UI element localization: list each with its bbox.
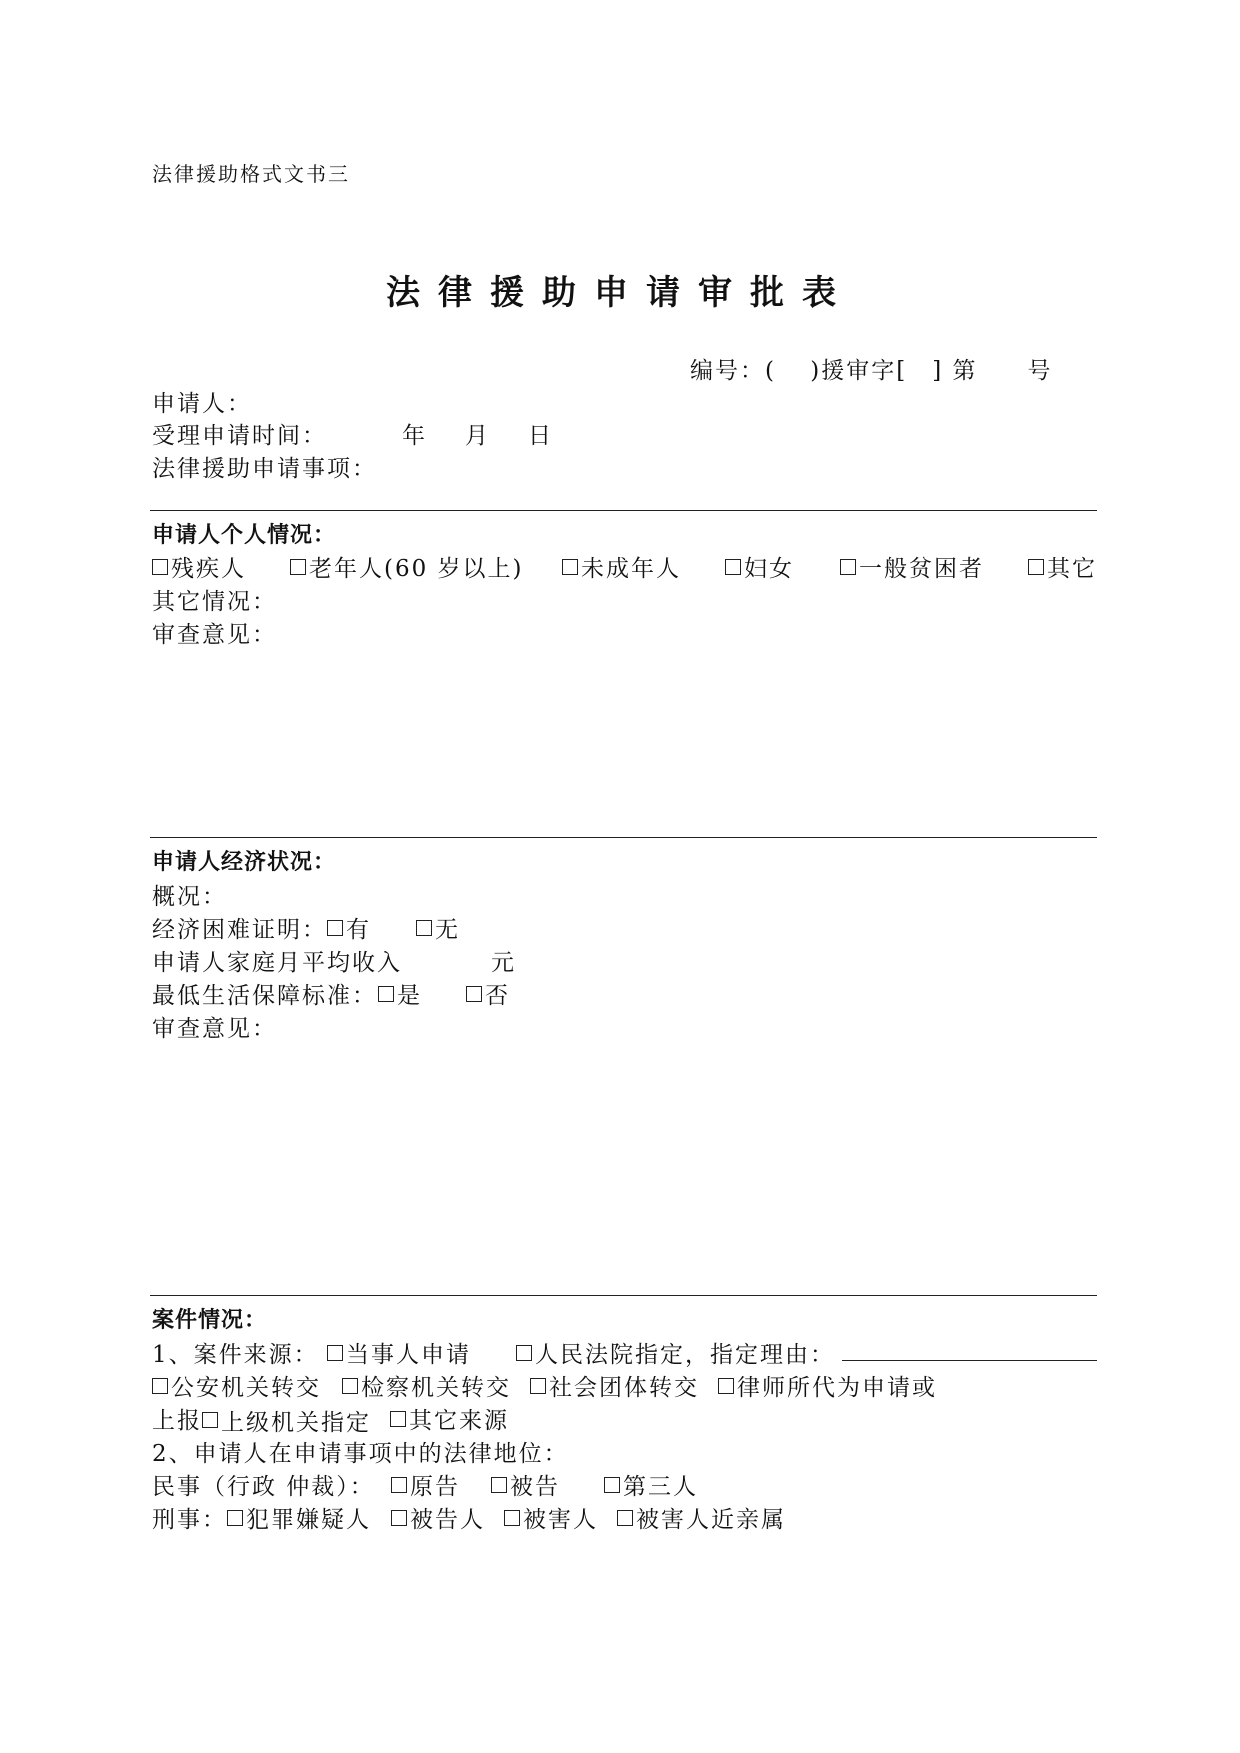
civil-label: 民事（行政 仲裁）：	[152, 1474, 375, 1500]
legal-status-label: 2、申请人在申请事项中的法律地位：	[152, 1441, 569, 1467]
minimum-label: 最低生活保障标准：	[152, 983, 377, 1009]
checkbox[interactable]	[391, 1510, 407, 1526]
checkbox[interactable]	[227, 1510, 243, 1526]
personal-review-label: 审查意见：	[152, 622, 277, 648]
case-source-option[interactable]: 检察机关转交	[342, 1369, 511, 1402]
proof-option[interactable]: 有	[327, 911, 371, 944]
case-source-option[interactable]: 律师所代为申请或	[718, 1369, 937, 1402]
checkbox[interactable]	[152, 559, 168, 575]
personal-option[interactable]: 未成年人	[562, 550, 681, 583]
criminal-option[interactable]: 被害人近亲属	[617, 1501, 786, 1534]
personal-option[interactable]: 一般贫困者	[840, 550, 984, 583]
checkbox[interactable]	[327, 920, 343, 936]
serial-number-line: 编号：( )援审字[ ] 第 号	[690, 358, 1053, 384]
checkbox[interactable]	[562, 559, 578, 575]
personal-option[interactable]: 其它	[1028, 550, 1097, 583]
checkbox[interactable]	[378, 986, 394, 1002]
economic-section-title: 申请人经济状况：	[152, 850, 337, 875]
accept-year: 年	[402, 423, 427, 449]
income-label: 申请人家庭月平均收入	[152, 950, 402, 976]
divider-line	[150, 510, 1097, 511]
checkbox[interactable]	[327, 1345, 343, 1361]
income-unit: 元	[491, 950, 516, 976]
designation-reason-blank[interactable]	[842, 1360, 1097, 1361]
personal-option[interactable]: 老年人(60 岁以上)	[290, 550, 524, 583]
civil-option[interactable]: 原告	[391, 1468, 460, 1501]
case-source-label: 1、案件来源：	[152, 1342, 319, 1368]
checkbox[interactable]	[504, 1510, 520, 1526]
divider-line	[150, 837, 1097, 838]
divider-line	[150, 1295, 1097, 1296]
case-source-row3: 上报 上级机关指定	[152, 1402, 371, 1437]
civil-option[interactable]: 第三人	[604, 1468, 698, 1501]
matter-label: 法律援助申请事项：	[152, 456, 377, 482]
checkbox[interactable]	[342, 1378, 358, 1394]
checkbox[interactable]	[152, 1378, 168, 1394]
criminal-option[interactable]: 犯罪嫌疑人	[227, 1501, 371, 1534]
civil-option[interactable]: 被告	[491, 1468, 560, 1501]
minimum-option[interactable]: 否	[466, 977, 510, 1010]
overview-label: 概况：	[152, 884, 227, 910]
proof-option[interactable]: 无	[416, 911, 460, 944]
other-situation-label: 其它情况：	[152, 589, 277, 615]
checkbox[interactable]	[617, 1510, 633, 1526]
checkbox[interactable]	[1028, 559, 1044, 575]
document-title: 法律援助申请审批表	[386, 273, 854, 313]
proof-label: 经济困难证明：	[152, 917, 327, 943]
accept-month: 月	[465, 423, 490, 449]
case-source-option[interactable]: 社会团体转交	[530, 1369, 699, 1402]
personal-section-title: 申请人个人情况：	[152, 523, 337, 548]
case-source-option[interactable]: 人民法院指定，指定理由：	[516, 1336, 835, 1369]
case-section-title: 案件情况：	[152, 1308, 268, 1333]
checkbox[interactable]	[530, 1378, 546, 1394]
accept-time-label: 受理申请时间：	[152, 423, 327, 449]
criminal-label: 刑事：	[152, 1507, 227, 1533]
case-source-option[interactable]: 其它来源	[390, 1402, 509, 1435]
checkbox[interactable]	[725, 559, 741, 575]
criminal-option[interactable]: 被告人	[391, 1501, 485, 1534]
checkbox[interactable]	[290, 559, 306, 575]
form-number-tag: 法律援助格式文书三	[152, 162, 350, 186]
checkbox[interactable]	[516, 1345, 532, 1361]
personal-option[interactable]: 残疾人	[152, 550, 246, 583]
case-source-option[interactable]: 当事人申请	[327, 1336, 471, 1369]
checkbox[interactable]	[466, 986, 482, 1002]
checkbox[interactable]	[202, 1412, 218, 1428]
minimum-option[interactable]: 是	[378, 977, 422, 1010]
applicant-label: 申请人：	[152, 391, 252, 417]
checkbox[interactable]	[840, 559, 856, 575]
checkbox[interactable]	[416, 920, 432, 936]
accept-day: 日	[528, 423, 553, 449]
case-source-option[interactable]: 上级机关指定	[202, 1404, 371, 1437]
checkbox[interactable]	[718, 1378, 734, 1394]
economic-review-label: 审查意见：	[152, 1016, 277, 1042]
checkbox[interactable]	[491, 1477, 507, 1493]
personal-option[interactable]: 妇女	[725, 550, 794, 583]
checkbox[interactable]	[604, 1477, 620, 1493]
checkbox[interactable]	[390, 1411, 406, 1427]
case-source-option[interactable]: 公安机关转交	[152, 1369, 321, 1402]
criminal-option[interactable]: 被害人	[504, 1501, 598, 1534]
checkbox[interactable]	[391, 1477, 407, 1493]
